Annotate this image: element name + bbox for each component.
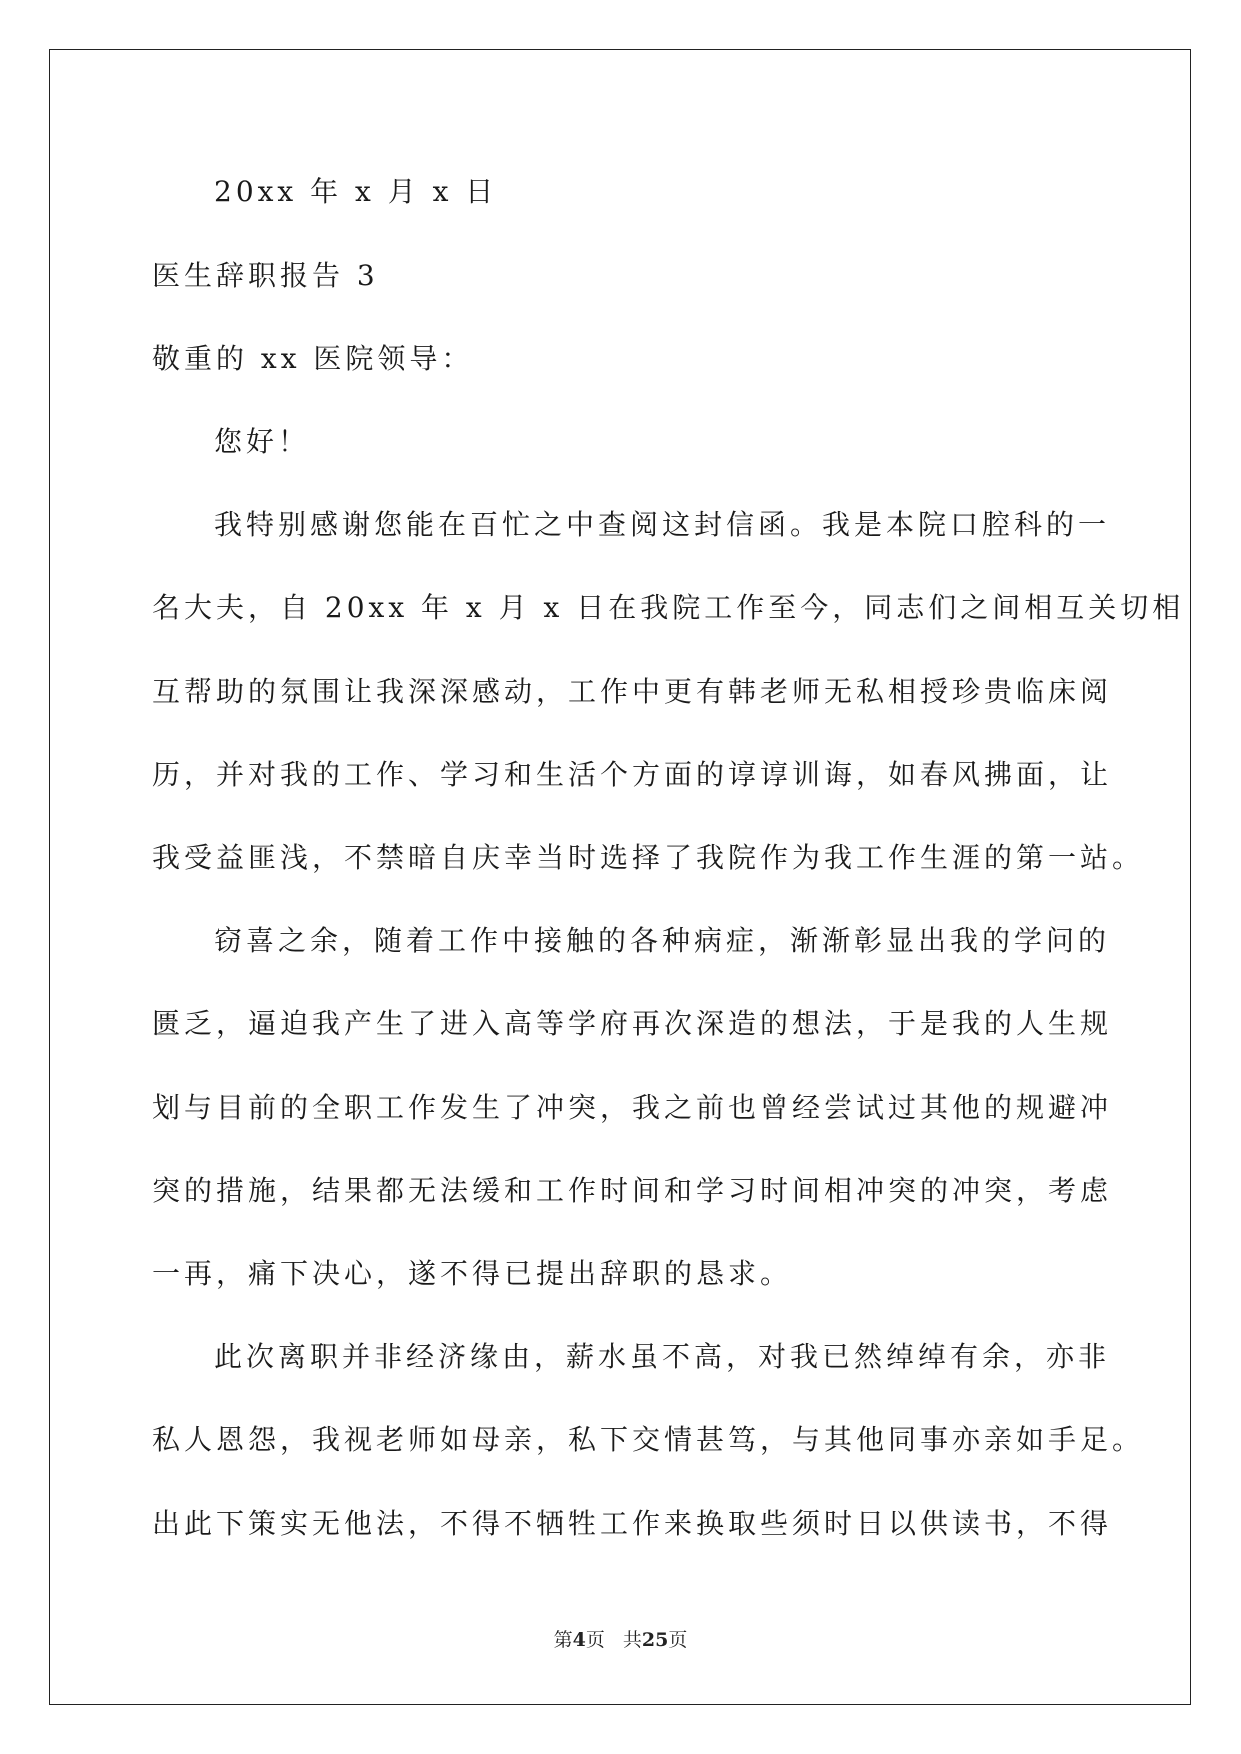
- paragraph-line: 私人恩怨，我视老师如母亲，私下交情甚笃，与其他同事亦亲如手足。: [152, 1423, 1145, 1456]
- paragraph-line: 我受益匪浅，不禁暗自庆幸当时选择了我院作为我工作生涯的第一站。: [152, 841, 1145, 874]
- paragraph-line: 历，并对我的工作、学习和生活个方面的谆谆训诲，如春风拂面，让: [152, 758, 1113, 791]
- paragraph-line: 互帮助的氛围让我深深感动，工作中更有韩老师无私相授珍贵临床阅: [152, 675, 1113, 708]
- report-title: 医生辞职报告 3: [152, 259, 379, 292]
- page-mid: 页: [585, 1629, 605, 1651]
- page-footer: [0, 1625, 1241, 1652]
- paragraph-line: 此次离职并非经济缘由，薪水虽不高，对我已然绰绰有余，亦非: [214, 1340, 1111, 1373]
- salutation: 敬重的 xx 医院领导：: [152, 342, 474, 375]
- greeting: 您好！: [214, 425, 311, 458]
- page-total: 25: [641, 1629, 669, 1651]
- total-prefix: 共: [622, 1629, 642, 1651]
- date-line: 20xx 年 x 月 x 日: [214, 175, 498, 208]
- paragraph-line: 出此下策实无他法，不得不牺牲工作来换取些须时日以供读书，不得: [152, 1507, 1113, 1540]
- paragraph-line: 名大夫，自 20xx 年 x 月 x 日在我院工作至今，同志们之间相互关切相: [152, 591, 1185, 624]
- total-suffix: 页: [668, 1629, 688, 1651]
- paragraph-line: 匮乏，逼迫我产生了进入高等学府再次深造的想法，于是我的人生规: [152, 1007, 1113, 1040]
- paragraph-line: 一再，痛下决心，遂不得已提出辞职的恳求。: [152, 1257, 793, 1290]
- page-current: 4: [572, 1629, 586, 1651]
- page-prefix: 第: [553, 1629, 573, 1651]
- paragraph-line: 划与目前的全职工作发生了冲突，我之前也曾经尝试过其他的规避冲: [152, 1091, 1113, 1124]
- paragraph-line: 我特别感谢您能在百忙之中查阅这封信函。我是本院口腔科的一: [214, 508, 1111, 541]
- paragraph-line: 窃喜之余，随着工作中接触的各种病症，渐渐彰显出我的学问的: [214, 924, 1111, 957]
- paragraph-line: 突的措施，结果都无法缓和工作时间和学习时间相冲突的冲突，考虑: [152, 1174, 1113, 1207]
